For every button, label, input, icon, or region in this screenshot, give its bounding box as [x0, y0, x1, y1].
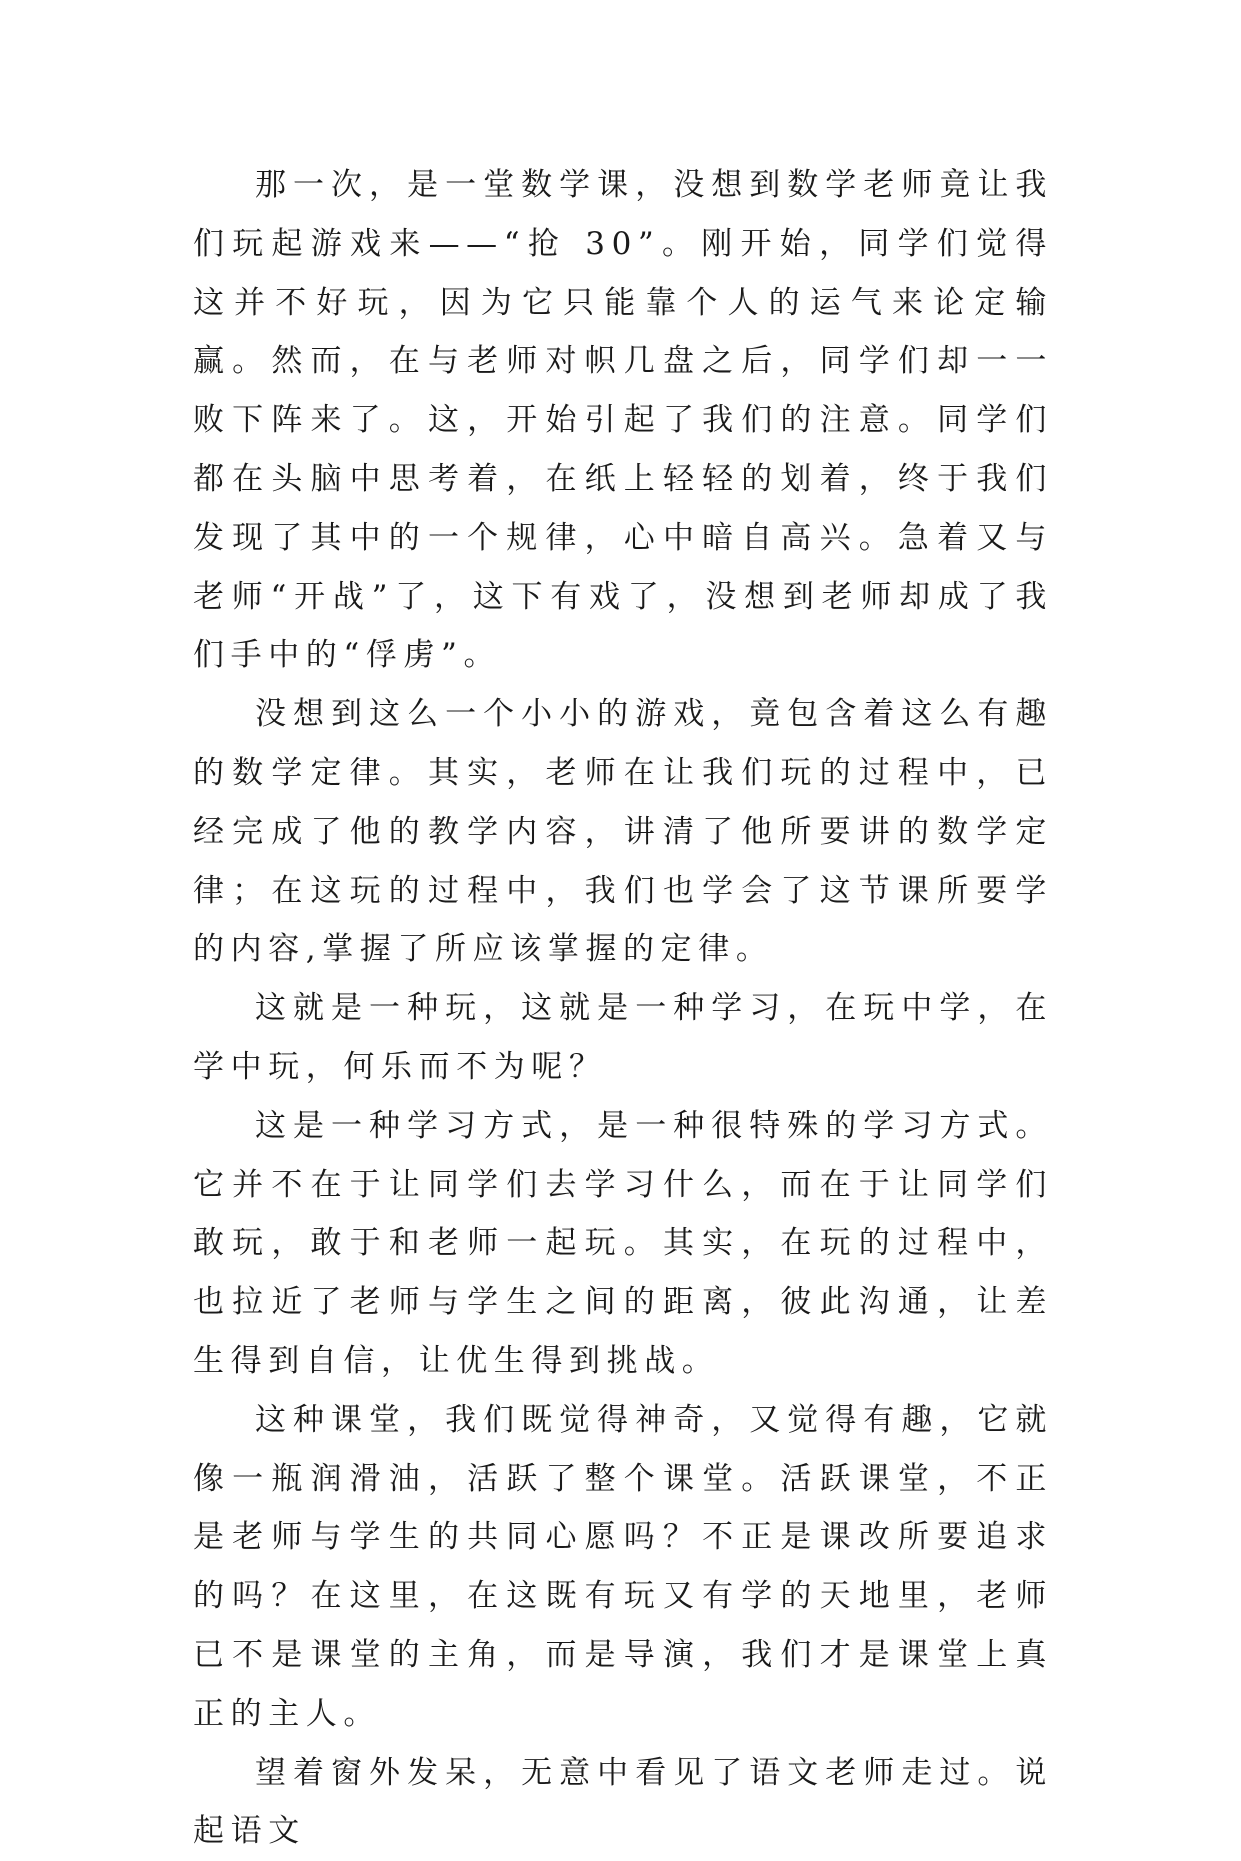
paragraph-play-learn: 这就是一种玩，这就是一种学习，在玩中学，在学中玩，何乐而不为呢？	[193, 990, 1053, 1085]
paragraph-learning-style: 这是一种学习方式，是一种很特殊的学习方式。它并不在于让同学们去学习什么，而在于让同学们敢玩，敢于和老师一起玩。其实，在玩的过程中，也拉近了老师与学生之间的距离，彼此沟通，让差生得到自信，让优生得到挑战。	[193, 1107, 1053, 1379]
paragraph-math-law: 没想到这么一个小小的游戏，竟包含着这么有趣的数学定律。其实，老师在让我们玩的过程中，已经完成了他的教学内容，讲清了他所要讲的数学定律；在这玩的过程中，我们也学会了这节课所要学的内容,掌握了所应该掌握的定律。	[193, 696, 1053, 968]
paragraph-window: 望着窗外发呆，无意中看见了语文老师走过。说起语文	[193, 1754, 1053, 1850]
paragraph-classroom: 这种课堂，我们既觉得神奇，又觉得有趣，它就像一瓶润滑油，活跃了整个课堂。活跃课堂，不正是老师与学生的共同心愿吗？不正是课改所要追求的吗？在这里，在这既有玩又有学的天地里，老师已不是课堂的主角，而是导演，我们才是课堂上真正的主人。	[193, 1401, 1053, 1732]
document-body	[193, 156, 1053, 1861]
paragraph-math-game: 那一次，是一堂数学课，没想到数学老师竟让我们玩起游戏来——“抢 30”。刚开始，同学们觉得这并不好玩，因为它只能靠个人的运气来论定输赢。然而，在与老师对帜几盘之后，同学们却一一败下阵来了。这，开始引起了我们的注意。同学们都在头脑中思考着，在纸上轻轻的划着，终于我们发现了其中的一个规律，心中暗自高兴。急着又与老师“开战”了，这下有戏了，没想到老师却成了我们手中的“俘虏”。	[193, 167, 1053, 674]
